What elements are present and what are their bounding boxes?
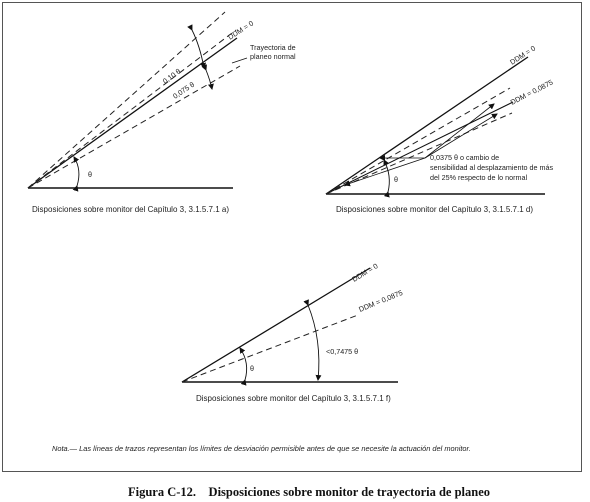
d-note-pointer-2: [425, 114, 497, 158]
f-theta-arc: [240, 348, 247, 380]
a-trajectory-pointer: [232, 58, 247, 63]
a-ddm0-line: [28, 38, 237, 188]
figure-title: Figura C-12. Disposiciones sobre monitor de trayectoria de planeo: [128, 485, 491, 499]
f-ddm-label: DDM = 0,0875: [357, 288, 404, 314]
a-theta-label: θ: [88, 170, 92, 179]
f-angle-arc: [308, 305, 319, 380]
d-theta-label: θ: [394, 175, 398, 184]
a-angle-label-1: 0,10 θ: [160, 66, 183, 86]
a-angle-label-2: 0,075 θ: [171, 79, 197, 101]
f-ddm0-label: DDM = 0: [350, 261, 380, 284]
diagram-d: [326, 44, 554, 214]
a-trajectory-label-1: Trayectoria de: [250, 43, 296, 52]
d-note-line-3: del 25% respecto de lo normal: [430, 173, 528, 182]
diagram-f: [182, 261, 404, 403]
d-caption: Disposiciones sobre monitor del Capítulo 3, 3.1.5.7.1 d): [336, 205, 533, 214]
a-trajectory-label-2: planeo normal: [250, 52, 296, 61]
d-note-pointer-1: [425, 104, 494, 158]
a-upper-dashed-inner: [28, 30, 236, 188]
d-note-line-2: sensibilidad al desplazamiento de más: [430, 163, 554, 172]
f-theta-label: θ: [250, 364, 254, 373]
a-angle-arc-2: [206, 70, 212, 89]
f-angle-label: <0,7475 θ: [326, 347, 359, 356]
a-caption: Disposiciones sobre monitor del Capítulo 3, 3.1.5.7.1 a): [32, 205, 229, 214]
f-caption: Disposiciones sobre monitor del Capítulo 3, 3.1.5.7.1 f): [196, 394, 391, 403]
d-ddm0-label: DDM = 0: [508, 43, 538, 67]
a-lower-dashed: [28, 66, 240, 188]
diagram-a: [28, 12, 296, 214]
d-ddm-label: DDM = 0,0875: [508, 77, 555, 107]
d-note-line-1: 0,0375 θ o cambio de: [430, 153, 500, 162]
a-ddm0-label: DDM = 0: [226, 18, 256, 42]
note-text: Nota.— Las líneas de trazos representan los límites de desviación permisible antes de que se necesite la actuación del monitor.: [52, 444, 471, 453]
f-ddm0-line: [182, 268, 370, 382]
